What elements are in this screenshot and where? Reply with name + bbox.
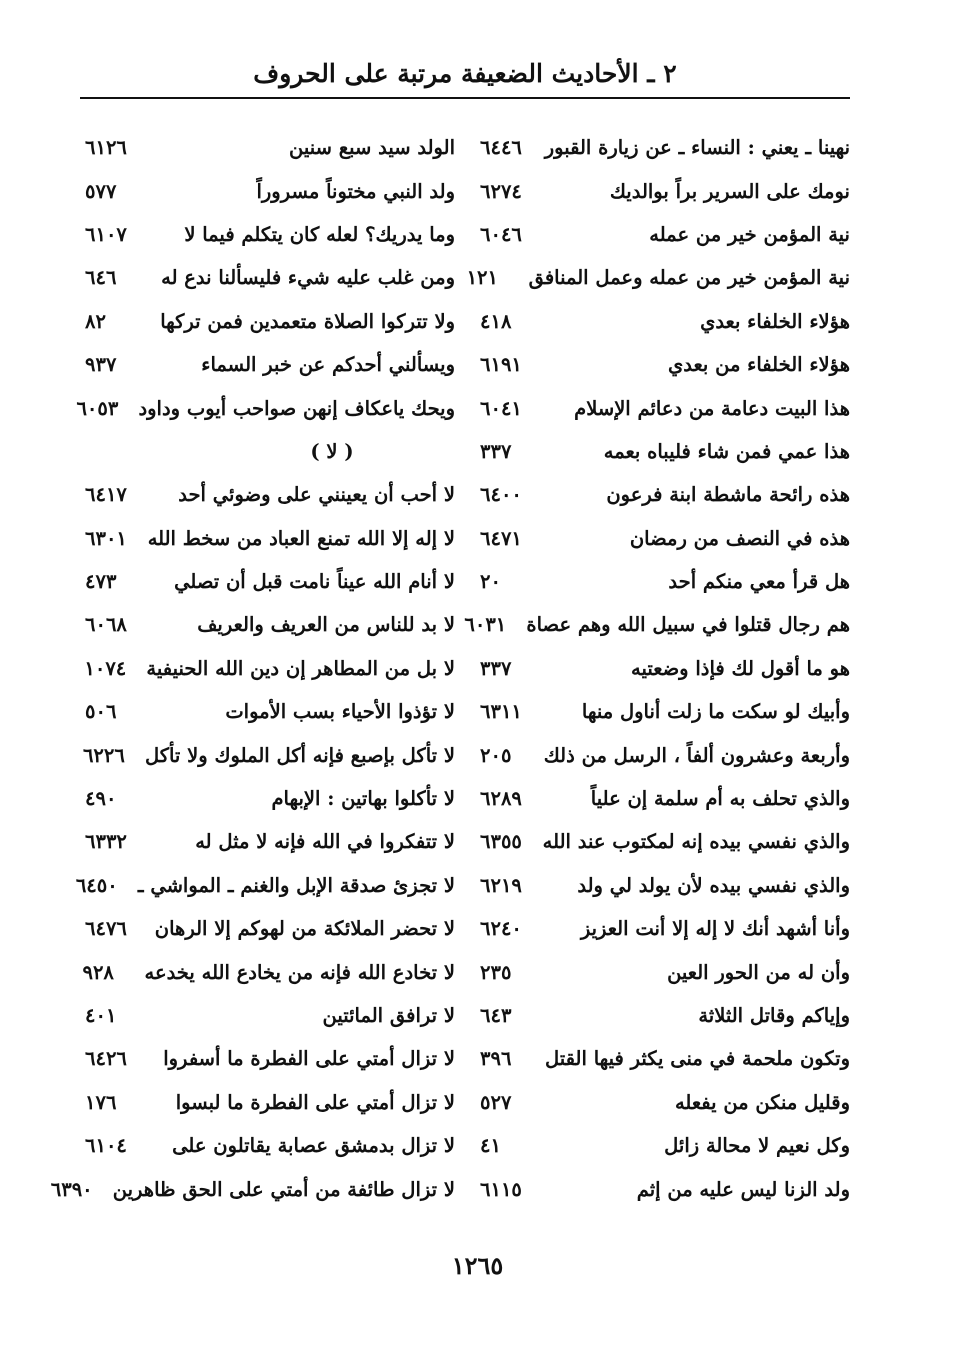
hadith-text: لا تتفكروا في الله فإنه لا مثل له (195, 830, 455, 854)
hadith-text: هل قرأ معي منكم أحد (668, 570, 850, 594)
section-heading-label: ( لا ) (310, 439, 354, 463)
hadith-text: لا بل من المطاهر إن دين الله الحنيفية (146, 656, 455, 680)
hadith-text: والذي تحلف به أم سلمة إن علياً (590, 787, 850, 811)
hadith-number: ٥٠٦ (85, 700, 117, 724)
index-entry (85, 560, 455, 603)
hadith-text: نية المؤمن خير من عمله وعمل المنافق (528, 266, 850, 290)
hadith-text: ولا تتركوا الصلاة متعمدين فمن تركها (160, 309, 455, 333)
index-entry (480, 1037, 850, 1080)
hadith-number: ٦٠٤٦ (480, 222, 522, 246)
hadith-text: وأربعة وعشرون ألفاً ، الرسل من ذلك (543, 743, 850, 767)
hadith-text: لا ترافق المائتين (322, 1004, 455, 1027)
hadith-number: ٦٠٦٨ (85, 613, 127, 637)
index-entry (480, 300, 850, 343)
hadith-number: ٦٤٥٠ (75, 873, 118, 897)
hadith-text: لا إله إلا الله تمنع العباد من سخط الله (147, 526, 455, 550)
hadith-number: ٣٣٧ (480, 656, 512, 680)
hadith-number: ٨٢ (85, 309, 106, 333)
hadith-number: ٦٤٧٦ (85, 917, 127, 941)
hadith-text: والذي نفسي بيده لأن يولد لي ولد (577, 873, 850, 897)
index-entry (480, 430, 850, 473)
index-entry (480, 820, 850, 863)
hadith-number: ٦٤٣ (480, 1004, 512, 1027)
hadith-text: لا تزال أمتي على الفطرة ما لبسوا (175, 1090, 455, 1114)
hadith-number: ٦٢٧٤ (480, 179, 522, 203)
hadith-number: ٦٣٩٠ (50, 1177, 93, 1201)
index-entry (480, 560, 850, 603)
hadith-text: لا أحب أن يعينني على وضوئي أحد (178, 483, 455, 507)
index-entry (480, 343, 850, 386)
hadith-text: ويحك ياعكاف إنهن صواحب أيوب وداود (138, 396, 455, 420)
index-entry (82, 950, 455, 993)
hadith-text: وتكون ملحمة في منى يكثر فيها القتل (545, 1047, 850, 1071)
hadith-text: هم رجال قتلوا في سبيل الله وهم عصاة (526, 613, 850, 637)
hadith-text: وأنا أشهد أنك لا إله إلا أنت العزيز (580, 917, 850, 941)
hadith-text: لا تزال بدمشق عصابة يقاتلون على (172, 1134, 455, 1158)
index-entry (85, 256, 455, 299)
hadith-number: ٣٣٧ (480, 439, 512, 463)
index-entry (85, 1124, 455, 1167)
hadith-number: ٦٣٠١ (85, 526, 127, 550)
index-entry (480, 647, 850, 690)
hadith-number: ١٧٦ (85, 1090, 117, 1114)
hadith-number: ٦٠٤١ (480, 396, 522, 420)
hadith-text: لا تزال أمتي على الفطرة ما أسفروا (163, 1047, 455, 1071)
index-entry (480, 126, 850, 169)
hadith-text: لا أنام الله عيناً نامت قبل أن تصلي (174, 570, 455, 594)
hadith-number: ٦٠٥٣ (76, 396, 119, 420)
page-number: ١٢٦٥ (451, 1251, 504, 1280)
hadith-text: لا تخادع الله فإنه من يخادع الله يخدعه (144, 960, 455, 984)
hadith-number: ٥٧٧ (85, 179, 117, 203)
index-entry (85, 343, 455, 386)
hadith-text: هو ما أقول لك فإذا وضعتيه (630, 656, 850, 680)
index-entry (85, 907, 455, 950)
index-entry (50, 1167, 455, 1210)
index-entry (85, 213, 455, 256)
hadith-text: هؤلاء الخلفاء بعدي (700, 309, 850, 333)
hadith-number: ٥٢٧ (480, 1090, 512, 1114)
hadith-number: ٤٩٠ (85, 787, 117, 811)
hadith-text: وأبيك لو سكت ما زلت أناول منها (581, 700, 850, 724)
hadith-number: ٢٠٥ (480, 743, 512, 767)
hadith-number: ٦٤٤٦ (480, 136, 522, 160)
hadith-text: لا تأكل بإصبع فإنه أكل الملوك ولا تأكل (144, 743, 455, 767)
hadith-number: ٦١٠٤ (85, 1134, 127, 1158)
hadith-text: لا تجزئ صدقة الإبل والغنم ـ المواشي ـ (137, 873, 455, 897)
hadith-text: هذا البيت دعامة من دعائم الإسلام (574, 396, 850, 420)
index-entry (480, 1124, 850, 1167)
hadith-number: ٦١٢٦ (85, 136, 127, 160)
index-entry (85, 820, 455, 863)
index-entry (480, 994, 850, 1037)
hadith-number: ٤١٨ (480, 309, 512, 333)
hadith-text: لا تأكلوا بهاتين : الإبهام (271, 787, 455, 811)
index-entry (75, 864, 455, 907)
hadith-number: ٢٠ (480, 570, 501, 594)
hadith-number: ٩٢٨ (82, 960, 114, 984)
hadith-number: ١٠٧٤ (84, 656, 127, 680)
index-entry (480, 1081, 850, 1124)
section-heading (85, 430, 455, 473)
hadith-number: ٦٢١٩ (480, 873, 522, 897)
page-header-title: ٢ ـ الأحاديث الضعيفة مرتبة على الحروف (253, 59, 677, 88)
hadith-number: ٦٤٢٦ (85, 1047, 127, 1071)
hadith-text: وقليل منكن من يفعله (674, 1090, 850, 1114)
hadith-number: ٦٤١٧ (85, 483, 127, 507)
hadith-number: ٦٢٨٩ (480, 787, 522, 811)
hadith-text: الولد سيد سبع سنين (289, 136, 455, 160)
hadith-text: لا بد للناس من العريف والعريف (197, 613, 455, 637)
index-entry (85, 1037, 455, 1080)
hadith-number: ٤٧٣ (85, 570, 117, 594)
index-entry (466, 256, 850, 299)
index-entry (85, 169, 455, 212)
hadith-number: ٦٣١١ (480, 700, 522, 724)
hadith-number: ٩٣٧ (85, 353, 117, 377)
index-entry (480, 517, 850, 560)
hadith-number: ٣٩٦ (480, 1047, 512, 1071)
hadith-text: وإياكم وقاتل الثلاثة (698, 1004, 850, 1027)
index-entry (82, 733, 455, 776)
index-entry (85, 647, 455, 690)
hadith-text: وأن له من الحور العين (667, 960, 850, 984)
index-entry (480, 690, 850, 733)
hadith-number: ٤٠١ (85, 1004, 117, 1027)
index-entry (464, 603, 850, 646)
index-entry (480, 864, 850, 907)
index-entry (85, 473, 455, 516)
hadith-text: لا تزال طائفة من أمتي على الحق ظاهرين (112, 1177, 455, 1201)
index-entry (85, 300, 455, 343)
index-entry (85, 994, 455, 1037)
hadith-number: ٦٤٧١ (480, 526, 522, 550)
hadith-text: ولد الزنا ليس عليه من إثم (636, 1177, 850, 1201)
index-entry (85, 603, 455, 646)
hadith-text: هذه في النصف من رمضان (629, 526, 850, 550)
index-column-right (464, 126, 850, 1211)
hadith-text: لا تحضر الملائكة من لهوكم إلا الرهان (154, 917, 455, 941)
index-entry (480, 777, 850, 820)
index-column-left (50, 126, 455, 1211)
hadith-text: ولد النبي مختوناً مسروراً (256, 179, 455, 203)
hadith-number: ٦٣٥٥ (480, 830, 522, 854)
hadith-number: ١٢١ (466, 266, 498, 290)
hadith-text: والذي نفسي بيده إنه لمكتوب عند الله (542, 830, 850, 854)
hadith-text: هذا عمي فمن شاء فليباه بعمه (603, 439, 850, 463)
index-entry (480, 907, 850, 950)
hadith-text: ويسألني أحدكم عن خبر السماء (201, 353, 455, 377)
hadith-number: ٦٤٦ (85, 266, 117, 290)
hadith-text: هذه رائحة ماشطة ابنة فرعون (606, 483, 850, 507)
hadith-number: ٦١١٥ (480, 1177, 522, 1201)
index-entry (85, 690, 455, 733)
hadith-number: ٢٣٥ (480, 960, 512, 984)
hadith-number: ٦٢٤٠ (480, 917, 522, 941)
index-entry (480, 213, 850, 256)
hadith-number: ٦٤٠٠ (480, 483, 522, 507)
header-divider (80, 97, 850, 99)
index-entry (480, 1167, 850, 1210)
hadith-text: هؤلاء الخلفاء من بعدي (667, 353, 850, 377)
hadith-text: وكل نعيم لا محالة زائل (664, 1134, 850, 1158)
index-entry (85, 1081, 455, 1124)
index-entry (480, 169, 850, 212)
hadith-number: ٦٠٣١ (464, 613, 507, 637)
hadith-number: ٦٣٣٢ (85, 830, 127, 854)
hadith-number: ٦١٩١ (480, 353, 522, 377)
index-entry (85, 777, 455, 820)
hadith-text: نهينا ـ يعني : النساء ـ عن زيارة القبور (544, 136, 850, 160)
index-entry (480, 950, 850, 993)
hadith-text: وما يدريك؟ لعله كان يتكلم فيما لا (184, 222, 455, 246)
hadith-text: نية المؤمن خير من عمله (649, 222, 850, 246)
index-entry (85, 517, 455, 560)
index-entry (85, 126, 455, 169)
index-entry (480, 733, 850, 776)
hadith-text: نومك على السرير براً بوالديك (609, 179, 850, 203)
hadith-number: ٤١ (480, 1134, 501, 1158)
hadith-text: ومن غلب عليه شيء فليسألنا ندع له (161, 266, 455, 290)
index-entry (480, 473, 850, 516)
hadith-number: ٦٢٢٦ (82, 743, 125, 767)
hadith-text: لا تؤذوا الأحياء بسب الأموات (225, 700, 455, 724)
hadith-number: ٦١٠٧ (85, 222, 127, 246)
index-entry (480, 386, 850, 429)
index-entry (76, 386, 455, 429)
